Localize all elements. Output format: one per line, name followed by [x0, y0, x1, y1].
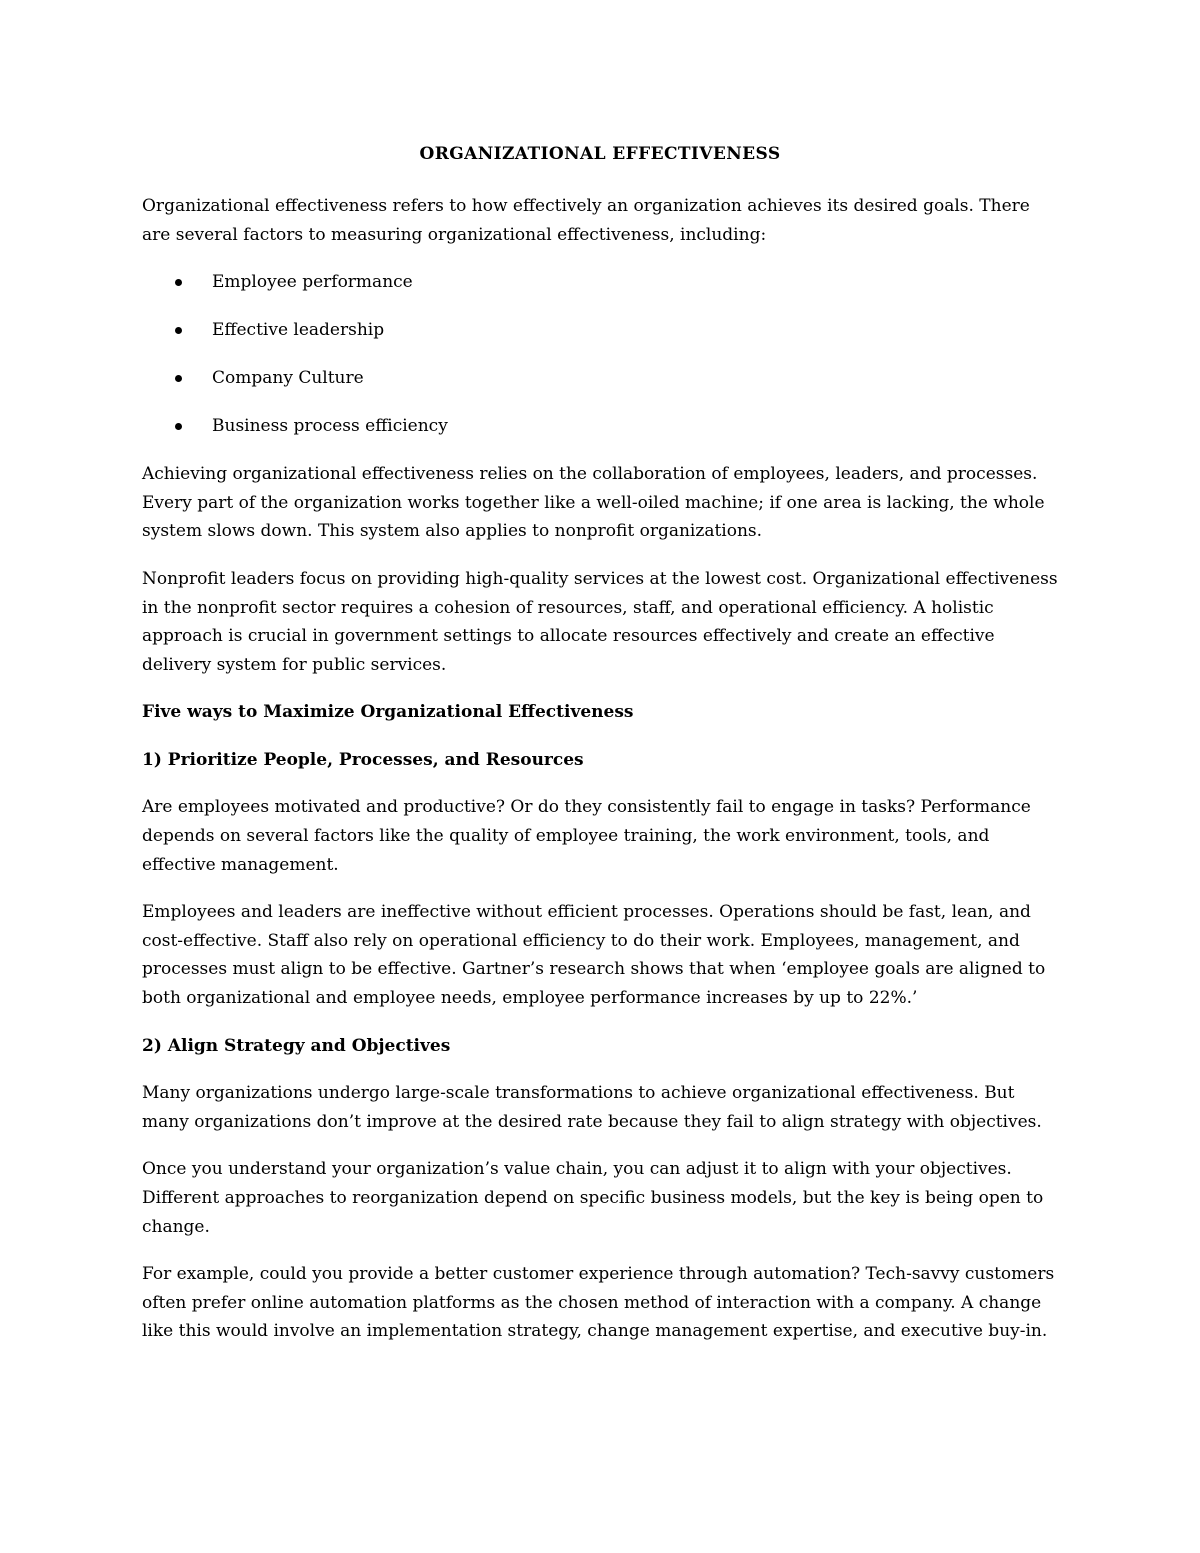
section-2-heading: 2) Align Strategy and Objectives [142, 1035, 451, 1056]
section-2-paragraph-a: Many organizations undergo large-scale transformations to achieve organizational effectiveness. But many organizations don’t improve at the desired rate because they fail to align strategy with objectives. [142, 1083, 1042, 1132]
section-1-paragraph-a: Are employees motivated and productive? Or do they consistently fail to engage in tasks? Performance depends on several factors like the quality of employee training, the work environment, tools, and effective management. [142, 797, 1031, 875]
list-item [142, 268, 1058, 297]
list-item-label: Company Culture [212, 368, 364, 389]
list-item-label: Business process efficiency [212, 416, 448, 437]
bullet-icon [175, 327, 182, 334]
section-1-paragraph-b: Employees and leaders are ineffective without efficient processes. Operations should be fast, lean, and cost-effective. Staff also rely on operational efficiency to do their work. Employees, management, and processes must align to be effective. Gartner’s research shows that when ‘employee goals are aligned to both organizational and employee needs, employee performance increases by up to 22%.’ [142, 902, 1046, 1009]
document-title: ORGANIZATIONAL EFFECTIVENESS [419, 144, 781, 164]
five-ways-heading: Five ways to Maximize Organizational Effectiveness [142, 702, 634, 723]
list-item-label: Employee performance [212, 272, 413, 293]
list-item-label: Effective leadership [212, 320, 385, 341]
section-2-paragraph-b: Once you understand your organization’s value chain, you can adjust it to align with your objectives. Different approaches to reorganization depend on specific business models, but the key is being open to change. [142, 1159, 1044, 1237]
bullet-icon [175, 375, 182, 382]
list-item [142, 364, 1058, 393]
bullet-icon [175, 279, 182, 286]
bullet-icon [175, 423, 182, 430]
achieving-paragraph: Achieving organizational effectiveness relies on the collaboration of employees, leaders, and processes. Every part of the organization works together like a well-oiled machine; if one area is lacking, the whole system slows down. This system also applies to nonprofit organizations. [142, 464, 1045, 542]
nonprofit-paragraph: Nonprofit leaders focus on providing high-quality services at the lowest cost. Organizational effectiveness in the nonprofit sector requires a cohesion of resources, staff, and operational efficiency. A holistic approach is crucial in government settings to allocate resources effectively and create an effective delivery system for public services. [142, 568, 1058, 675]
section-1-heading: 1) Prioritize People, Processes, and Resources [142, 749, 584, 770]
section-2-paragraph-c: For example, could you provide a better customer experience through automation? Tech-savvy customers often prefer online automation platforms as the chosen method of interaction with a company. A change like this would involve an implementation strategy, change management expertise, and executive buy-in. [142, 1264, 1055, 1342]
factors-list [142, 268, 1058, 441]
intro-paragraph: Organizational effectiveness refers to how effectively an organization achieves its desired goals. There are several factors to measuring organizational effectiveness, including: [142, 196, 1030, 245]
list-item [142, 316, 1058, 345]
list-item [142, 412, 1058, 441]
